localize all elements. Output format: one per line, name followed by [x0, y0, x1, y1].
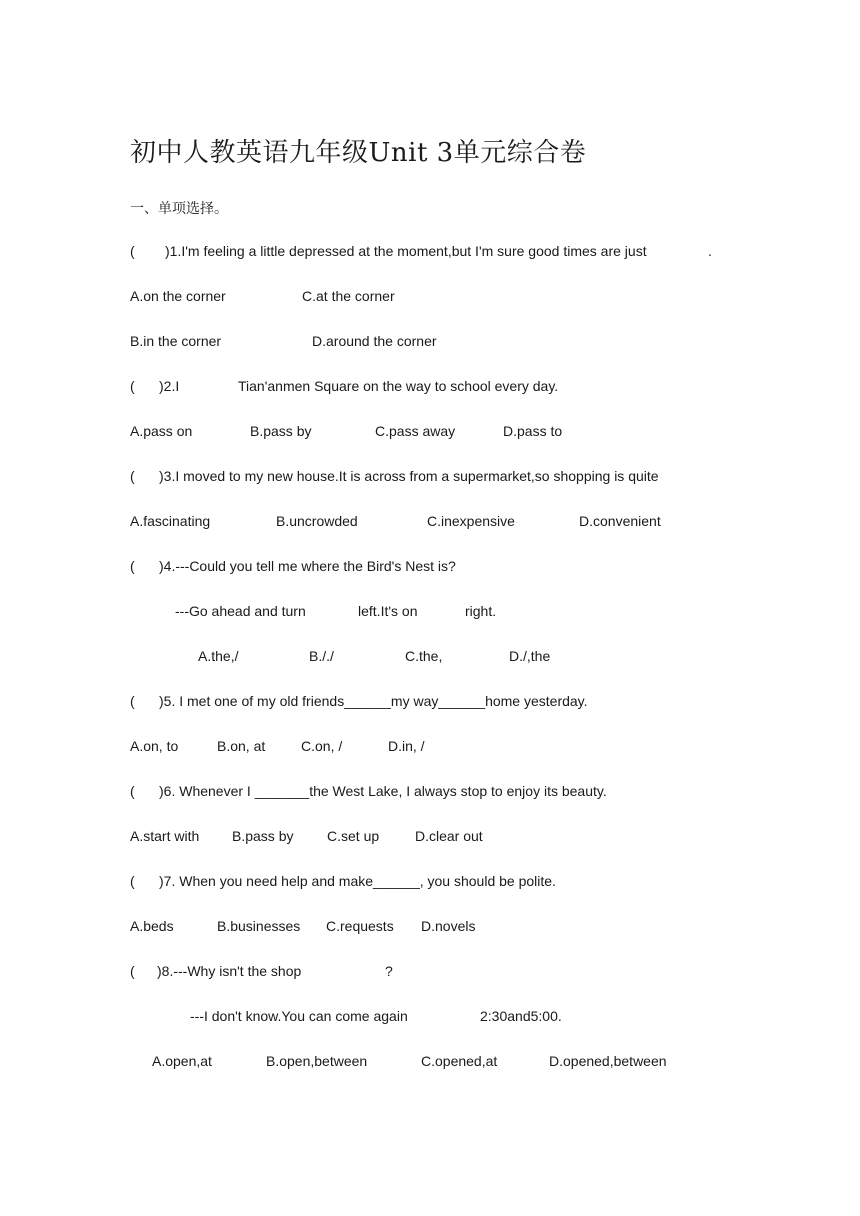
option-a: A.on, to: [130, 738, 179, 754]
document-title: 初中人教英语九年级Unit 3单元综合卷: [130, 138, 587, 168]
answer-paren: (: [130, 558, 135, 574]
option-a: A.open,at: [152, 1053, 212, 1069]
question-text: )4.---Could you tell me where the Bird's Nest is?: [159, 558, 456, 574]
option-c: C.set up: [327, 828, 380, 844]
option-d: D.clear out: [415, 828, 483, 844]
question-5-options: [130, 736, 530, 756]
answer-paren: (: [130, 243, 135, 259]
question-8-stem: [130, 961, 530, 981]
question-text: )5. I met one of my old friends______my way______home yesterday.: [159, 693, 588, 709]
question-text: )2.I: [159, 378, 180, 394]
question-3-stem: [130, 466, 730, 486]
option-a: A.beds: [130, 918, 174, 934]
option-a: A.pass on: [130, 423, 193, 439]
option-b: B.in the corner: [130, 333, 222, 349]
answer-paren: (: [130, 783, 135, 799]
question-end: ?: [385, 963, 393, 979]
question-text-continued: Tian'anmen Square on the way to school every day.: [238, 378, 559, 394]
option-c: C.pass away: [375, 423, 456, 439]
option-d: D.opened,between: [549, 1053, 667, 1069]
question-1-options-row-2: [130, 331, 530, 351]
option-d: D.novels: [421, 918, 476, 934]
option-d: D.convenient: [579, 513, 661, 529]
option-c: C.on, /: [301, 738, 343, 754]
option-a: A.fascinating: [130, 513, 211, 529]
answer-paren: (: [130, 378, 135, 394]
option-b: B.pass by: [232, 828, 294, 844]
question-2-stem: [130, 376, 630, 396]
option-b: B.businesses: [217, 918, 301, 934]
reply-text: ---I don't know.You can come again: [190, 1008, 408, 1024]
question-text: )6. Whenever I _______the West Lake, I always stop to enjoy its beauty.: [159, 783, 607, 799]
question-5-stem: [130, 691, 630, 711]
answer-paren: (: [130, 963, 135, 979]
question-7-options: [130, 916, 530, 936]
reply-text: ---Go ahead and turn: [175, 603, 306, 619]
option-d: D.in, /: [388, 738, 425, 754]
option-a: A.the,/: [198, 648, 239, 664]
question-4-options: [198, 646, 598, 666]
question-text: )3.I moved to my new house.It is across from a supermarket,so shopping is quite: [159, 468, 659, 484]
question-text: )8.---Why isn't the shop: [157, 963, 302, 979]
question-6-options: [130, 826, 530, 846]
question-1-options-row-1: [130, 286, 530, 306]
option-d: D./,the: [509, 648, 551, 664]
option-d: D.pass to: [503, 423, 563, 439]
answer-paren: (: [130, 468, 135, 484]
question-text: )7. When you need help and make______, you should be polite.: [159, 873, 556, 889]
question-8-options: [152, 1051, 692, 1071]
reply-text-continued: left.It's on: [358, 603, 418, 619]
option-b: B.open,between: [266, 1053, 368, 1069]
question-text: )1.I'm feeling a little depressed at the moment,but I'm sure good times are just: [165, 243, 647, 259]
option-b: B.on, at: [217, 738, 266, 754]
option-b: B.pass by: [250, 423, 312, 439]
option-c: C.requests: [326, 918, 394, 934]
option-c: C.the,: [405, 648, 443, 664]
option-c: C.opened,at: [421, 1053, 498, 1069]
reply-text-end: right.: [465, 603, 497, 619]
section-heading: 一、单项选择。: [130, 201, 228, 217]
option-a: A.on the corner: [130, 288, 226, 304]
option-b: B././: [309, 648, 334, 664]
question-1-stem: [130, 241, 730, 261]
answer-paren: (: [130, 873, 135, 889]
option-b: B.uncrowded: [276, 513, 358, 529]
option-c: C.inexpensive: [427, 513, 515, 529]
answer-paren: (: [130, 693, 135, 709]
question-7-stem: [130, 871, 630, 891]
question-3-options: [130, 511, 730, 531]
question-2-options: [130, 421, 630, 441]
option-c: C.at the corner: [302, 288, 395, 304]
reply-text-continued: 2:30and5:00.: [480, 1008, 562, 1024]
question-end: .: [708, 243, 712, 259]
question-4-reply: [175, 601, 575, 621]
question-6-stem: [130, 781, 690, 801]
option-d: D.around the corner: [312, 333, 437, 349]
question-8-reply: [190, 1006, 590, 1026]
question-4-stem: [130, 556, 630, 576]
option-a: A.start with: [130, 828, 200, 844]
